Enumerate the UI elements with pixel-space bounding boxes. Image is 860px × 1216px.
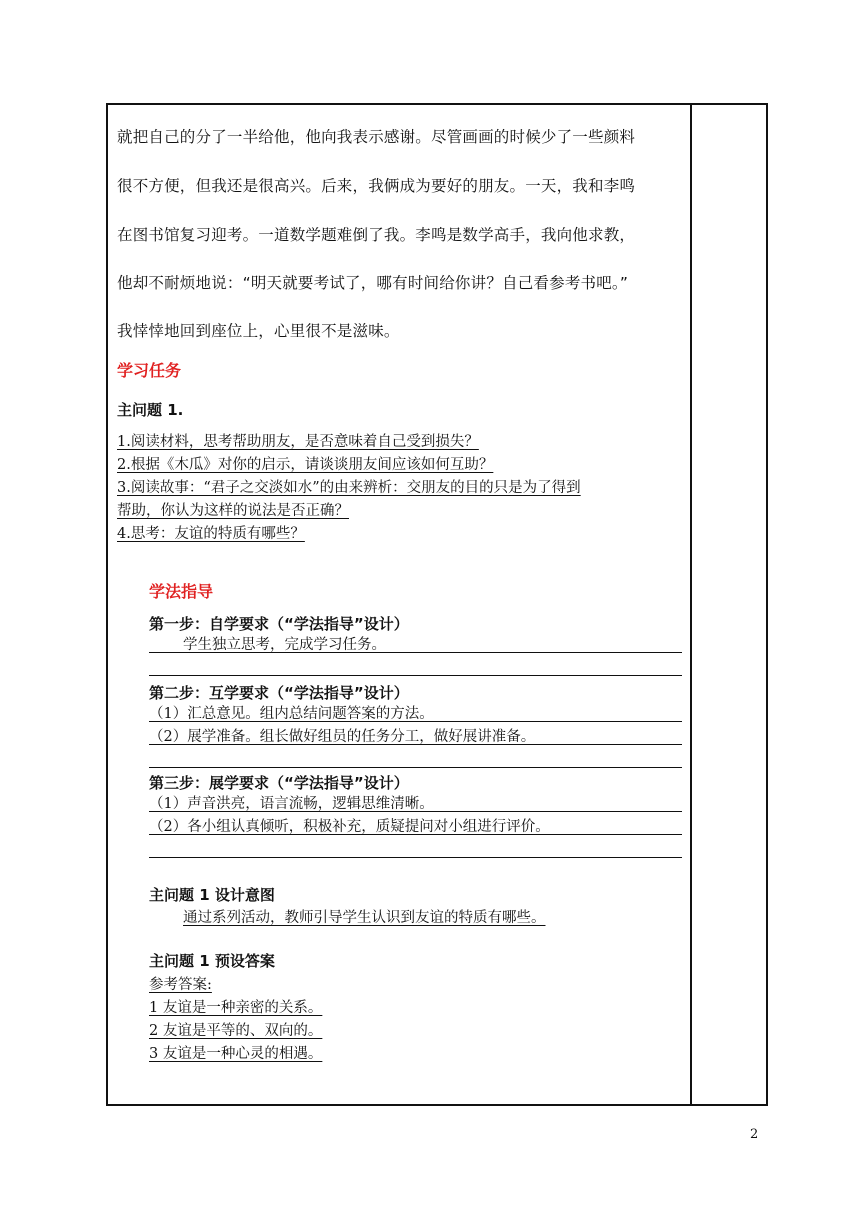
step3-line: （1）声音洪亮，语言流畅，逻辑思维清晰。 [149,792,682,812]
story-line: 很不方便，但我还是很高兴。后来，我俩成为要好的朋友。一天，我和李鸣 [117,177,636,195]
question-item: 1.阅读材料，思考帮助朋友，是否意味着自己受到损失？ [117,434,479,450]
story-line: 在图书馆复习迎考。一道数学题难倒了我。李鸣是数学高手，我向他求教， [117,226,636,244]
page-number: 2 [750,1127,759,1142]
blank-rule [149,748,682,768]
question-item: 4.思考：友谊的特质有哪些？ [117,526,305,542]
column-divider [690,105,692,1104]
lesson-table [106,103,768,1106]
question-item: 3.阅读故事：“君子之交淡如水”的由来辨析：交朋友的目的只是为了得到 [117,480,581,496]
step2-line: （1）汇总意见。组内总结问题答案的方法。 [149,702,682,722]
answer-item: 2 友谊是平等的、双向的。 [149,1023,323,1039]
intent-title: 主问题 1 设计意图 [149,886,275,904]
answer-item: 3 友谊是一种心灵的相遇。 [149,1046,323,1062]
story-line: 就把自己的分了一半给他，他向我表示感谢。尽管画画的时候少了一些颜料 [117,128,636,146]
step2-title: 第二步：互学要求（“学法指导”设计） [149,684,409,702]
task-heading: 学习任务 [117,361,182,380]
step1-line: 学生独立思考，完成学习任务。 [149,633,682,653]
method-heading: 学法指导 [149,582,214,601]
intent-line: 通过系列活动，教师引导学生认识到友谊的特质有哪些。 [183,910,546,926]
step3-title: 第三步：展学要求（“学法指导”设计） [149,774,409,792]
answer-item: 1 友谊是一种亲密的关系。 [149,1000,323,1016]
story-line: 他却不耐烦地说：“明天就要考试了，哪有时间给你讲？自己看参考书吧。” [117,274,629,292]
question-item: 2.根据《木瓜》对你的启示，请谈谈朋友间应该如何互助？ [117,457,494,473]
answer-title: 主问题 1 预设答案 [149,952,275,970]
question-item: 帮助，你认为这样的说法是否正确？ [117,503,349,519]
step3-line: （2）各小组认真倾听，积极补充，质疑提问对小组进行评价。 [149,815,682,835]
blank-rule [149,656,682,676]
story-line: 我悻悻地回到座位上，心里很不是滋味。 [117,322,400,340]
blank-rule [149,838,682,858]
answer-label: 参考答案: [149,977,212,993]
main-question-label: 主问题 1. [117,401,184,419]
step2-line: （2）展学准备。组长做好组员的任务分工，做好展讲准备。 [149,725,682,745]
step1-title: 第一步：自学要求（“学法指导”设计） [149,615,409,633]
